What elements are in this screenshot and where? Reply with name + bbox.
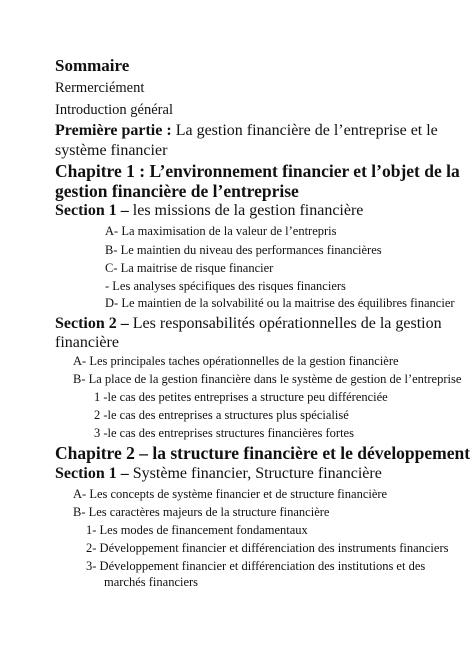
toc-item: B- Le maintien du niveau des performances financières bbox=[105, 243, 382, 257]
section-label: Section 1 – bbox=[55, 465, 129, 482]
chapter-2-heading: Chapitre 2 – la structure financière et le développement bbox=[55, 443, 471, 463]
section-title: Système financier, Structure financière bbox=[128, 465, 382, 482]
toc-subitem-continued: marchés financiers bbox=[104, 575, 199, 589]
toc-item: B- La place de la gestion financière dans le système de gestion de l’entreprise bbox=[73, 372, 462, 386]
chapter-2-section-1-heading bbox=[55, 466, 382, 482]
toc-item: A- Les concepts de système financier et de structure financière bbox=[73, 487, 388, 501]
section-label: Section 1 – bbox=[55, 202, 129, 219]
section-label: Section 2 – bbox=[55, 315, 129, 332]
toc-subitem: 1 -le cas des petites entreprises a structure peu différenciée bbox=[94, 390, 388, 404]
chapter-1-section-2-heading-continued: financière bbox=[55, 334, 119, 351]
chapter-1-section-1-heading bbox=[55, 203, 363, 219]
toc-subitem: 2- Développement financier et différenciation des instruments financiers bbox=[86, 541, 449, 555]
toc-title: Sommaire bbox=[55, 56, 130, 75]
toc-entry-introduction: Introduction général bbox=[55, 102, 173, 118]
chapter-1-section-2-heading bbox=[55, 316, 442, 332]
toc-item: C- La maitrise de risque financier bbox=[105, 261, 274, 275]
toc-item: A- Les principales taches opérationnelles de la gestion financière bbox=[73, 354, 399, 368]
toc-entry-remerciement: Rermerciément bbox=[55, 80, 145, 96]
part-1-title: La gestion financière de l’entreprise et le bbox=[171, 122, 438, 139]
toc-subitem: 3- Développement financier et différenciation des institutions et des bbox=[86, 559, 426, 573]
toc-item: - Les analyses spécifiques des risques financiers bbox=[105, 279, 346, 293]
part-1-label: Première partie : bbox=[55, 122, 172, 139]
toc-item: A- La maximisation de la valeur de l’entrepris bbox=[105, 224, 337, 238]
toc-item: D- Le maintien de la solvabilité ou la maitrise des équilibres financier bbox=[105, 296, 455, 310]
toc-item: B- Les caractères majeurs de la structure financière bbox=[73, 505, 330, 519]
toc-subitem: 1- Les modes de financement fondamentaux bbox=[86, 523, 308, 537]
part-1-heading bbox=[55, 123, 438, 139]
part-1-title-continued: système financier bbox=[55, 142, 168, 159]
chapter-1-heading-continued: gestion financière de l’entreprise bbox=[55, 181, 299, 201]
chapter-1-heading: Chapitre 1 : L’environnement financier et l’objet de la bbox=[55, 161, 460, 181]
toc-subitem: 3 -le cas des entreprises structures financières fortes bbox=[94, 426, 354, 440]
section-title: Les responsabilités opérationnelles de la gestion bbox=[128, 315, 442, 332]
section-title: les missions de la gestion financière bbox=[128, 202, 364, 219]
toc-subitem: 2 -le cas des entreprises a structures plus spécialisé bbox=[94, 408, 349, 422]
